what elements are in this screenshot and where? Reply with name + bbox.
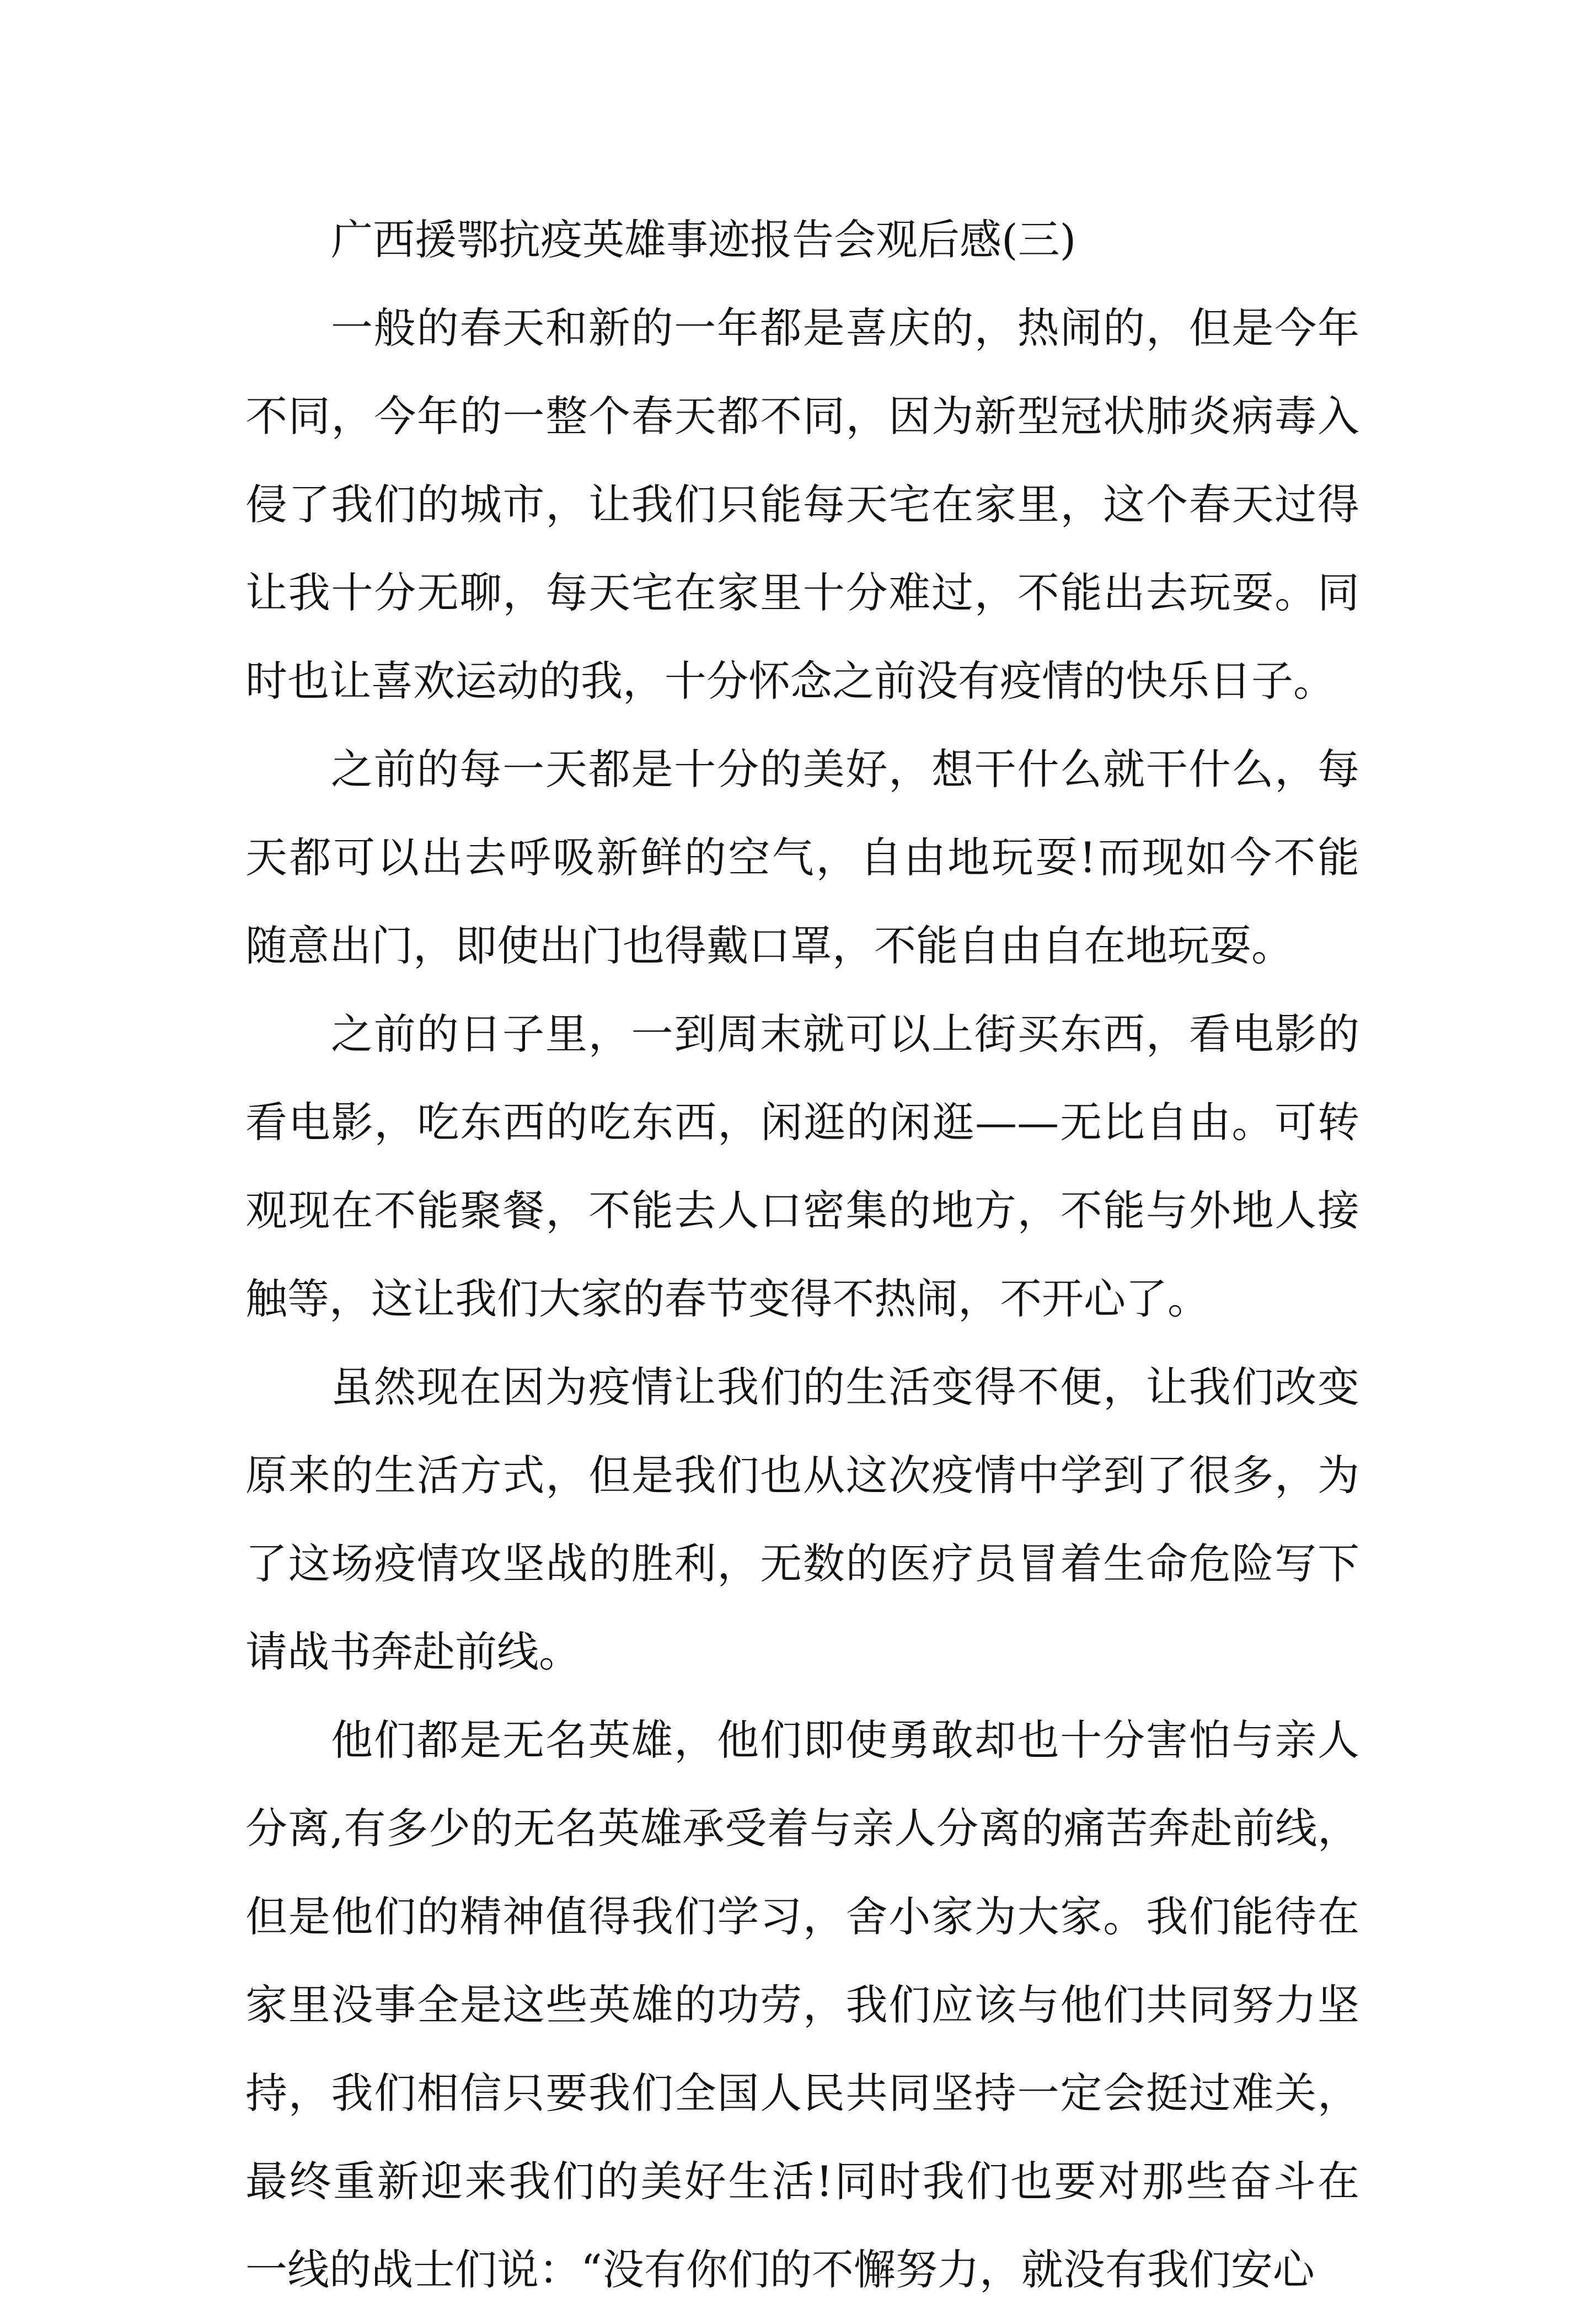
- text-line: 一线的战士们说：“没有你们的不懈努力，就没有我们安心: [245, 2245, 1315, 2294]
- text-line: 看电影，吃东西的吃东西，闲逛的闲逛——无比自由。可转: [245, 1098, 1359, 1147]
- text-line: 一般的春天和新的一年都是喜庆的，热闹的，但是今年: [331, 303, 1359, 352]
- text-line: 之前的日子里，一到周末就可以上街买东西，看电影的: [331, 1009, 1359, 1059]
- text-line: 请战书奔赴前线。: [245, 1627, 581, 1676]
- text-line: 但是他们的精神值得我们学习，舍小家为大家。我们能待在: [245, 1892, 1359, 1941]
- paragraph-3: [245, 990, 1359, 1343]
- document-body: [245, 196, 1359, 2314]
- text-line: 分离,有多少的无名英雄承受着与亲人分离的痛苦奔赴前线，: [245, 1804, 1359, 1853]
- text-line: 天都可以出去呼吸新鲜的空气，自由地玩耍!而现如今不能: [245, 833, 1359, 882]
- text-line: 随意出门，即使出门也得戴口罩，不能自由自在地玩耍。: [245, 921, 1293, 970]
- text-line: 虽然现在因为疫情让我们的生活变得不便，让我们改变: [331, 1362, 1359, 1412]
- text-line: 了这场疫情攻坚战的胜利，无数的医疗员冒着生命危险写下: [245, 1539, 1359, 1588]
- text-line: 最终重新迎来我们的美好生活!同时我们也要对那些奋斗在: [245, 2157, 1359, 2206]
- text-line: 原来的生活方式，但是我们也从这次疫情中学到了很多，为: [245, 1451, 1359, 1500]
- paragraph-2: [245, 725, 1359, 990]
- paragraph-5: [245, 1696, 1359, 2314]
- text-line: 他们都是无名英雄，他们即使勇敢却也十分害怕与亲人: [331, 1716, 1359, 1765]
- text-line: 侵了我们的城市，让我们只能每天宅在家里，这个春天过得: [245, 480, 1359, 529]
- text-line: 观现在不能聚餐，不能去人口密集的地方，不能与外地人接: [245, 1186, 1359, 1235]
- paragraph-1: [245, 284, 1359, 725]
- text-line: 持，我们相信只要我们全国人民共同坚持一定会挺过难关，: [245, 2069, 1359, 2118]
- document-title: 广西援鄂抗疫英雄事迹报告会观后感(三): [331, 215, 1077, 264]
- paragraph-4: [245, 1343, 1359, 1696]
- text-line: 时也让喜欢运动的我，十分怀念之前没有疫情的快乐日子。: [245, 656, 1335, 706]
- text-line: 触等，这让我们大家的春节变得不热闹，不开心了。: [245, 1274, 1209, 1323]
- text-line: 家里没事全是这些英雄的功劳，我们应该与他们共同努力坚: [245, 1980, 1359, 2029]
- text-line: 不同，今年的一整个春天都不同，因为新型冠状肺炎病毒入: [245, 392, 1359, 441]
- text-line: 让我十分无聊，每天宅在家里十分难过，不能出去玩耍。同: [245, 568, 1359, 617]
- text-line: 之前的每一天都是十分的美好，想干什么就干什么，每: [331, 745, 1359, 794]
